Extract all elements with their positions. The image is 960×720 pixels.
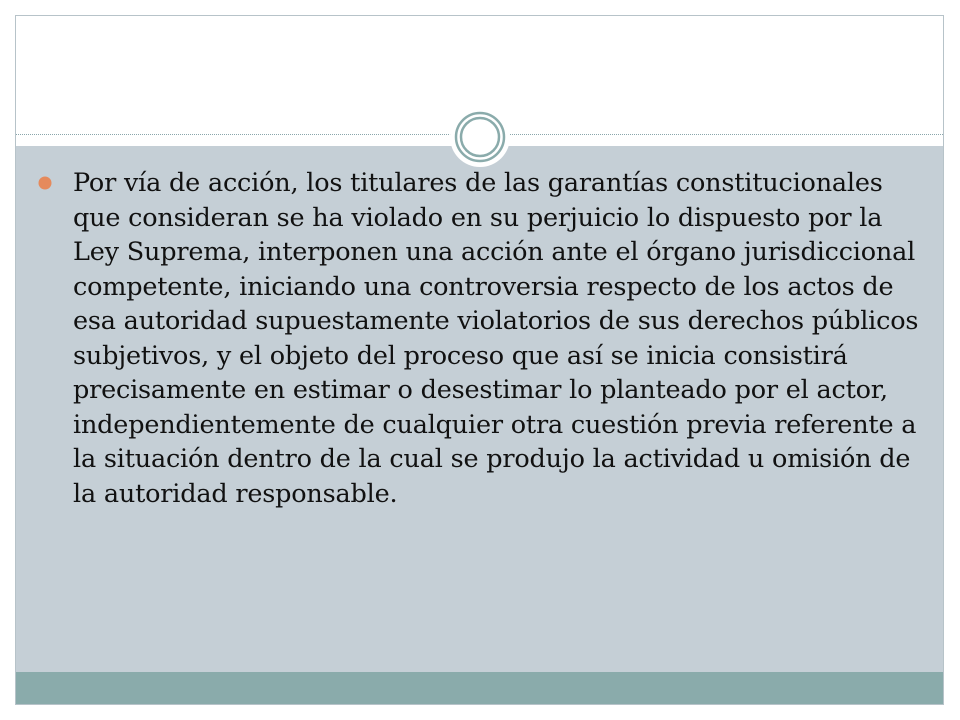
bullet-text: Por vía de acción, los titulares de las garantías constitucionales que consideran se ha violado en su perjuicio lo dispuesto por la Ley Suprema, interponen una acción ante el órgano jurisdiccional competente, iniciando una controversia respecto de los actos de esa autoridad supuestamente violatorios de sus derechos públicos subjetivos, y el objeto del proceso que así se inicia consistirá precisamente en estimar o desestimar lo planteado por el actor, independientemente de cualquier otra cuestión previa referente a la situación dentro de la cual se produjo la actividad u omisión de la autoridad responsable. — [73, 168, 919, 509]
slide-footer-band — [16, 672, 943, 705]
slide — [15, 15, 944, 705]
bullet-dot-icon — [38, 176, 52, 190]
circle-ornament-icon — [449, 106, 511, 168]
